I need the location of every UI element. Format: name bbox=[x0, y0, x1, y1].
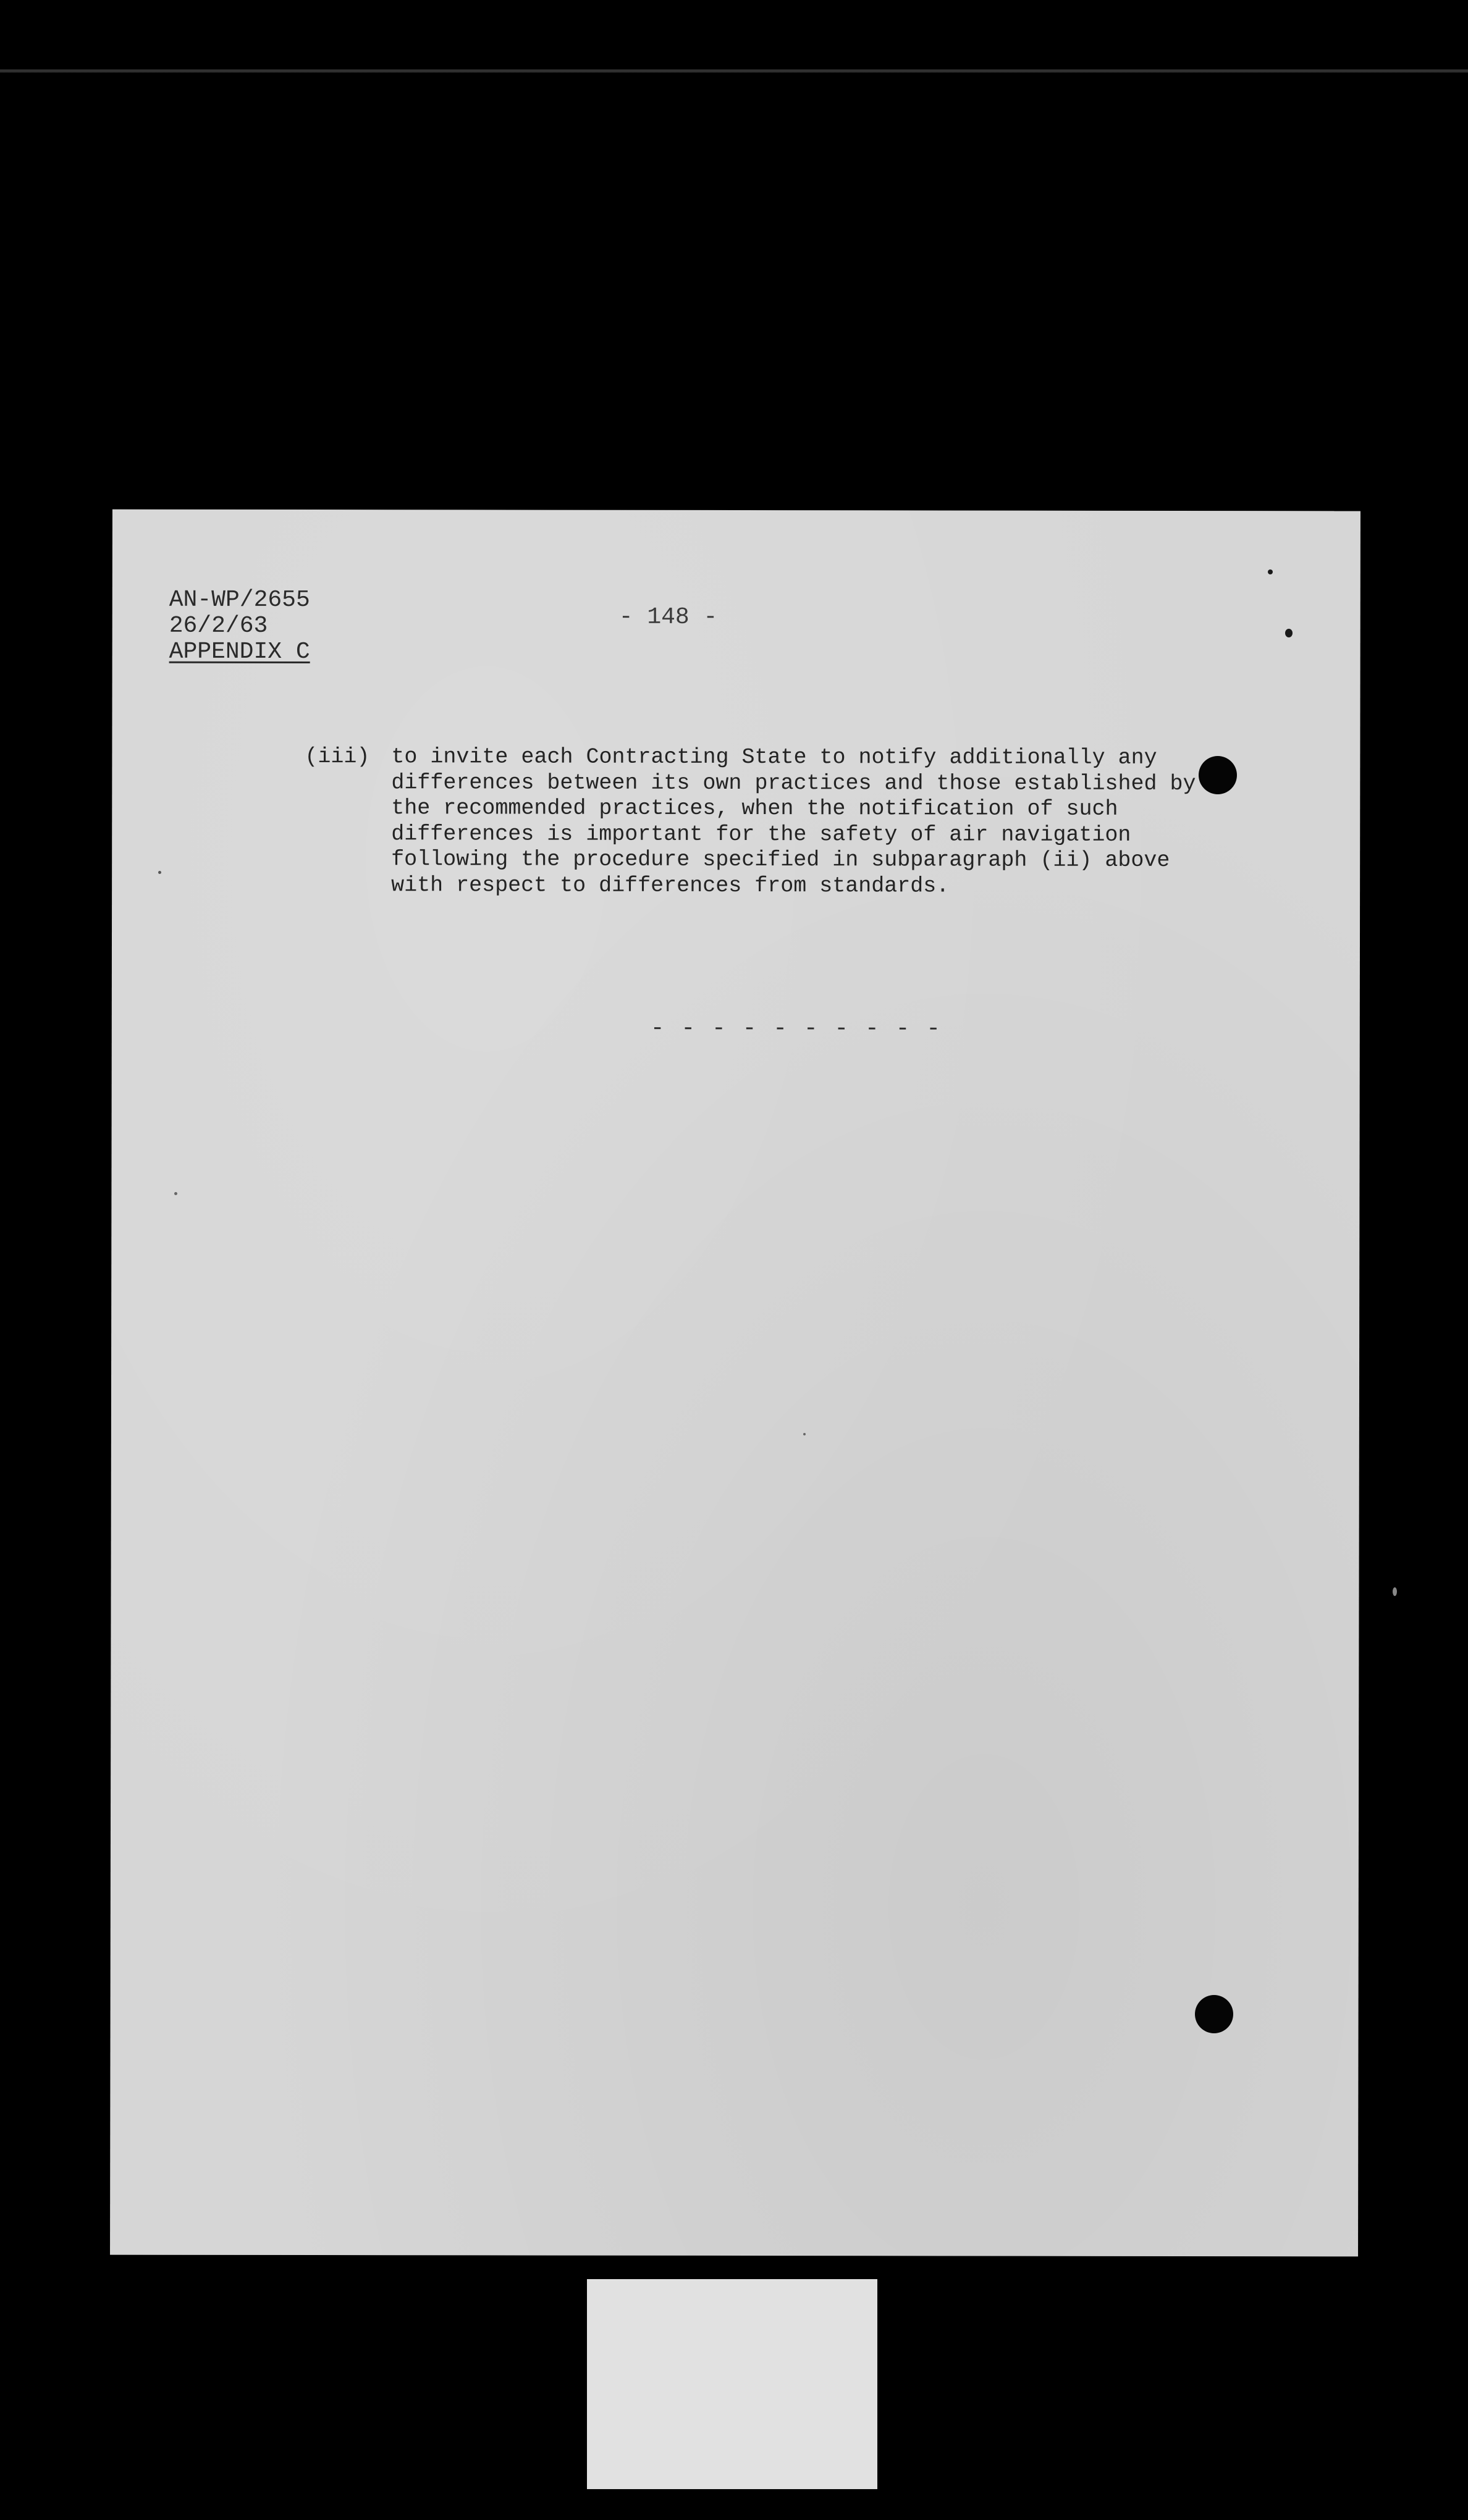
document-header bbox=[169, 587, 310, 665]
item-text-line: differences is important for the safety of air navigation bbox=[391, 821, 1131, 847]
punch-hole-bottom bbox=[1195, 1995, 1233, 2033]
appendix-label: APPENDIX C bbox=[169, 638, 310, 666]
blank-label-card bbox=[587, 2279, 877, 2489]
item-marker: (iii) bbox=[305, 744, 370, 770]
scan-speck bbox=[1393, 1587, 1397, 1596]
item-text-line: to invite each Contracting State to notify additionally any bbox=[391, 744, 1157, 770]
end-of-section-rule: - - - - - - - - - - bbox=[650, 1015, 942, 1043]
scan-speck bbox=[174, 1192, 177, 1195]
scan-frame-edge bbox=[0, 69, 1468, 73]
scan-speck bbox=[803, 1433, 806, 1435]
scan-speck bbox=[1268, 569, 1273, 574]
scan-speck bbox=[1285, 629, 1293, 637]
item-text bbox=[391, 744, 1207, 899]
document-reference: AN-WP/2655 bbox=[169, 586, 310, 614]
item-text-line: differences between its own practices and those established by bbox=[391, 770, 1196, 796]
item-text-line: the recommended practices, when the notification of such bbox=[391, 796, 1118, 821]
item-text-line: with respect to differences from standards. bbox=[391, 872, 950, 898]
page-number: - 148 - bbox=[618, 603, 718, 631]
document-page bbox=[110, 510, 1360, 2257]
scan-speck bbox=[158, 871, 161, 874]
punch-hole-top bbox=[1199, 756, 1237, 794]
document-date: 26/2/63 bbox=[169, 612, 268, 639]
item-text-line: following the procedure specified in subparagraph (ii) above bbox=[391, 847, 1170, 873]
